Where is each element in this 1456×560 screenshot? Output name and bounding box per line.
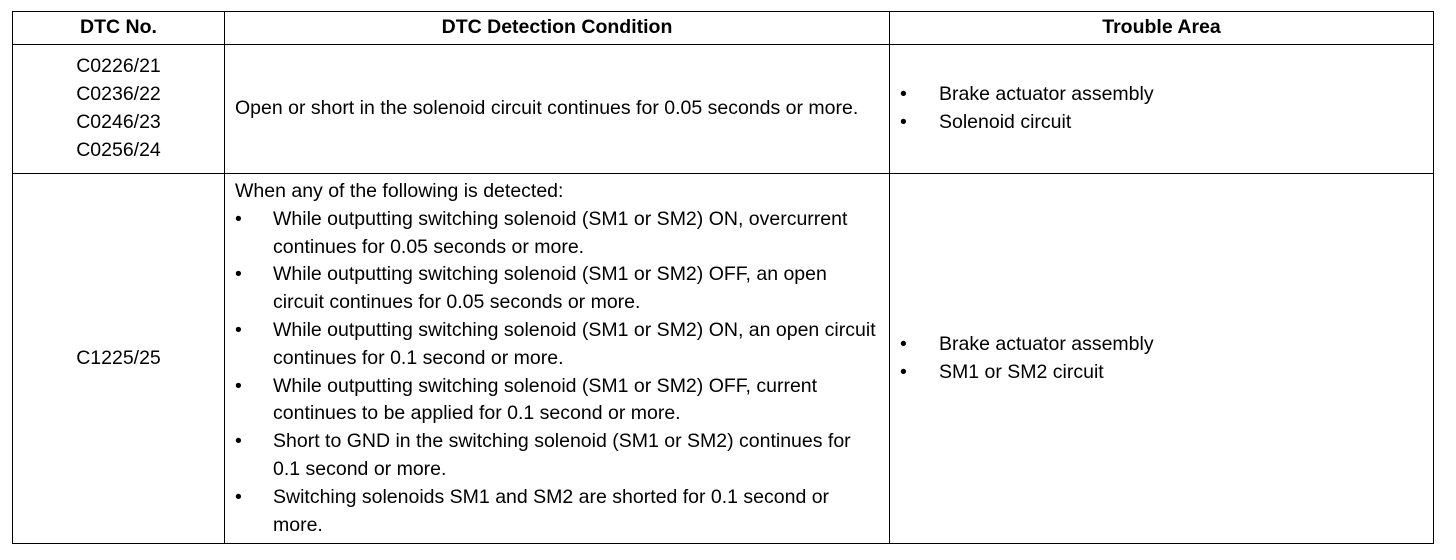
list-item <box>235 484 877 540</box>
detection-condition-text: Open or short in the solenoid circuit continues for 0.05 seconds or more. <box>235 97 859 120</box>
dtc-code: C0236/22 <box>76 83 161 106</box>
trouble-area-item: Brake actuator assembly <box>939 332 1154 355</box>
table-row <box>13 174 1434 544</box>
bullet-glyph: • <box>235 207 242 230</box>
condition-item: Short to GND in the switching solenoid (SM1 or SM2) continues for 0.1 second or more. <box>273 430 851 480</box>
list-item <box>235 373 877 429</box>
condition-item: While outputting switching solenoid (SM1 or SM2) OFF, an open circuit continues for 0.05 seconds or more. <box>273 263 827 314</box>
condition-item: While outputting switching solenoid (SM1 or SM2) ON, an open circuit continues for 0.1 second or more. <box>273 318 876 369</box>
dtc-code: C1225/25 <box>76 346 161 369</box>
dtc-code: C0226/21 <box>76 55 161 78</box>
table-header-row <box>13 12 1434 45</box>
bullet-glyph: • <box>235 318 242 341</box>
bullet-glyph: • <box>235 485 242 508</box>
list-item <box>235 261 877 317</box>
list-item <box>900 81 1433 109</box>
detection-condition-cell <box>225 174 890 544</box>
condition-item: While outputting switching solenoid (SM1 or SM2) OFF, current continues to be applied for 0.1 second or more. <box>273 374 818 425</box>
trouble-area-list <box>900 81 1433 137</box>
table-row <box>13 45 1434 174</box>
trouble-area-item: SM1 or SM2 circuit <box>939 360 1104 383</box>
detection-condition-list <box>235 206 877 540</box>
bullet-glyph: • <box>900 332 907 355</box>
list-item <box>900 359 1433 387</box>
trouble-area-cell <box>890 45 1434 174</box>
condition-item: Switching solenoids SM1 and SM2 are shorted for 0.1 second or more. <box>273 485 830 536</box>
dtc-code: C0256/24 <box>76 138 161 161</box>
dtc-code-cell <box>13 174 225 544</box>
dtc-code: C0246/23 <box>76 111 161 133</box>
bullet-glyph: • <box>235 263 242 286</box>
trouble-area-list <box>900 331 1433 387</box>
bullet-glyph: • <box>900 83 907 106</box>
bullet-glyph: • <box>235 430 242 453</box>
dtc-table <box>12 11 1434 544</box>
list-item <box>235 428 877 484</box>
dtc-code-cell <box>13 45 225 174</box>
trouble-area-cell <box>890 174 1434 544</box>
list-item <box>235 317 877 373</box>
bullet-glyph: • <box>235 374 242 397</box>
detection-condition-intro: When any of the following is detected: <box>235 180 564 202</box>
condition-item: While outputting switching solenoid (SM1 or SM2) ON, overcurrent continues for 0.05 seconds or more. <box>273 207 848 258</box>
list-item <box>900 109 1433 137</box>
trouble-area-item: Solenoid circuit <box>939 111 1072 133</box>
bullet-glyph: • <box>900 111 907 133</box>
list-item <box>235 206 877 262</box>
header-trouble-area: Trouble Area <box>890 12 1434 45</box>
detection-condition-cell <box>225 45 890 174</box>
bullet-glyph: • <box>900 360 907 383</box>
header-dtc-no: DTC No. <box>13 12 225 45</box>
header-detection-condition: DTC Detection Condition <box>225 12 890 45</box>
list-item <box>900 331 1433 359</box>
trouble-area-item: Brake actuator assembly <box>939 83 1154 106</box>
